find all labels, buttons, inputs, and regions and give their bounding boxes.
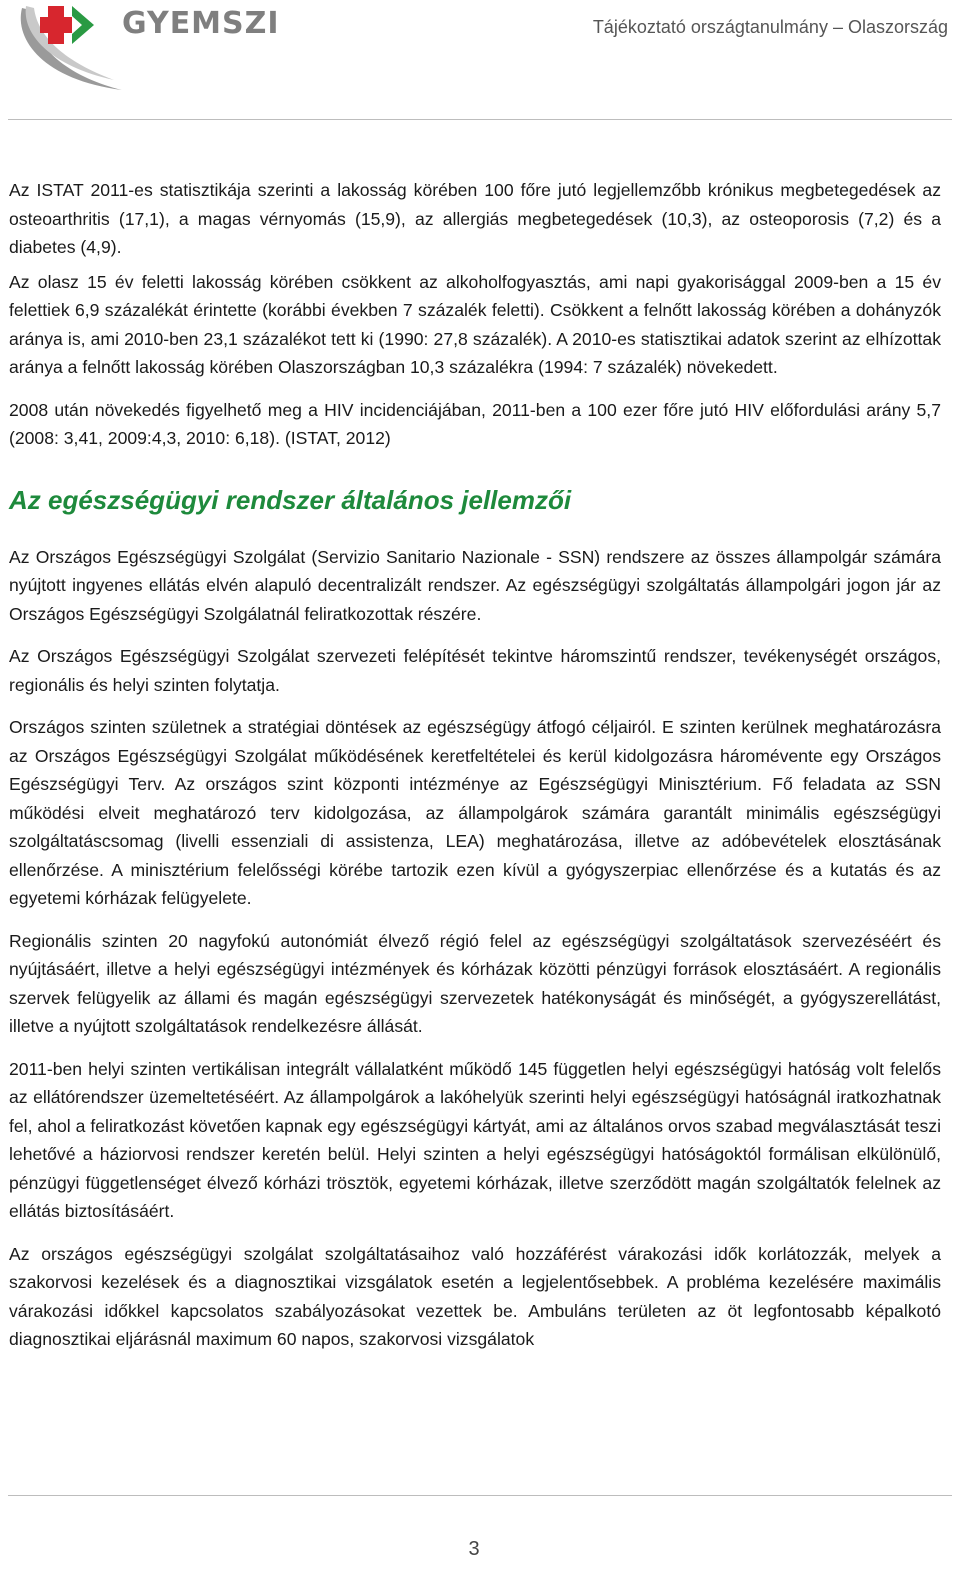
page-number: 3 bbox=[468, 1538, 480, 1560]
paragraph-three-levels: Az Országos Egészségügyi Szolgálat szervezeti felépítését tekintve háromszintű rendszer, tevékenységét országos, regionális és helyi szinten folytatja. bbox=[9, 646, 941, 695]
section-heading: Az egészségügyi rendszer általános jellemzői bbox=[9, 484, 572, 515]
page-header bbox=[0, 0, 960, 120]
paragraph-national-level: Országos szinten születnek a stratégiai döntések az egészségügy átfogó céljairól. E szinten kerülnek meghatározásra az Országos Egészségügyi Szolgálat működésének keretfeltételei és kerül kidolgozásra háromévente egy Országos Egészségügyi Terv. Az országos szint központi intézménye az Egészségügyi Minisztérium. Fő feladata az SSN működési elveit meghatározó terv kidolgozása, az állampolgárok számára garantált minimális egészségügyi szolgáltatáscsomag (livelli essenziali di assistenza, LEA) meghatározása, illetve az adóbevételek elosztásának ellenőrzése. A minisztérium felelősségi körébe tartozik ezen kívül a gyógyszerpiac ellenőrzése és a kutatás és az egyetemi kórházak felügyelete. bbox=[9, 717, 941, 908]
paragraph-alcohol-smoking: Az olasz 15 év feletti lakosság körében csökkent az alkoholfogyasztás, ami napi gyakorisággal 2009-ben a 15 év felettiek 6,9 százalékát érintette (korábbi években 7 százalék feletti). Csökkent a felnőtt lakosság körében a dohányzók aránya is, ami 2010-ben 23,1 százalékot tett ki (1990: 27,8 százalék). A 2010-es statisztikai adatok szerint az elhízottak aránya a felnőtt lakosság körében Olaszországban 10,3 százalékra (1994: 7 százalék) növekedett. bbox=[9, 271, 941, 377]
logo-wordmark: GYEMSZI bbox=[122, 6, 280, 41]
paragraph-regional-level: Regionális szinten 20 nagyfokú autonómiát élvező régió felel az egészségügyi szolgáltatások szervezéséért és nyújtásáért, illetve a helyi egészségügyi intézmények és kórházak közötti pénzügyi források elosztásáért. A regionális szervek felügyelik az állami és magán egészségügyi szervezetek hatékonyságát és minőségét, a gyógyszerellátást, illetve a nyújtott szolgáltatások rendelkezésre állását. bbox=[9, 930, 941, 1036]
header-divider bbox=[8, 119, 952, 120]
paragraph-chronic-diseases: Az ISTAT 2011-es statisztikája szerinti a lakosság körében 100 főre jutó legjellemzőbb krónikus megbetegedések az osteoarthritis (17,1), a magas vérnyomás (15,9), az allergiás megbetegedések (10,3), az osteoporosis (7,2) és a diabetes (4,9). bbox=[9, 180, 941, 257]
logo-emblem-icon bbox=[4, 0, 134, 96]
paragraph-ssn-overview: Az Országos Egészségügyi Szolgálat (Servizio Sanitario Nazionale - SSN) rendszere az összes állampolgár számára nyújtott ingyenes ellátás elvén alapuló decentralizált rendszer. Az egészségügyi szolgáltatás állampolgári jogon jár az Országos Egészségügyi Szolgálatnál feliratkozottak részére. bbox=[9, 546, 941, 624]
paragraph-hiv: 2008 után növekedés figyelhető meg a HIV incidenciájában, 2011-ben a 100 ezer főre jutó HIV előfordulási arány 5,7 (2008: 3,41, 2009:4,3, 2010: 6,18). (ISTAT, 2012) bbox=[9, 399, 941, 448]
gyemszi-logo bbox=[4, 0, 304, 96]
document-body bbox=[9, 176, 941, 1368]
footer-divider bbox=[8, 1495, 952, 1496]
paragraph-waiting-times: Az országos egészségügyi szolgálat szolgáltatásaihoz való hozzáférést várakozási idők korlátozzák, melyek a szakorvosi kezelések és a diagnosztikai vizsgálatok esetén a legjelentősebbek. A probléma kezelésére maximális várakozási időkkel kapcsolatos szabályozásokat vezettek be. Ambuláns területen az öt legfontosabb képalkotó diagnosztikai eljárásnál maximum 60 napos, szakorvosi vizsgálatok bbox=[9, 1243, 941, 1349]
document-title: Tájékoztató országtanulmány – Olaszország bbox=[592, 17, 948, 37]
paragraph-local-level: 2011-ben helyi szinten vertikálisan integrált vállalatként működő 145 független helyi egészségügyi hatóság volt felelős az ellátórendszer üzemeltetéséért. Az állampolgárok a lakóhelyük szerinti helyi egészségügyi hatóságnál iratkozhatnak fel, ahol a feliratkozást követően kapnak egy egészségügyi kártyát, ami az általános orvos szabad megválasztását teszi lehetővé a háziorvosi rendszer keretén belül. Helyi szinten a helyi egészségügyi hatóságoktól formálisan elkülönülő, pénzügyi függetlenséget élvező kórházi trösztök, egyetemi kórházak, illetve szerződött magán szolgáltatók felelnek az ellátás biztosításáért. bbox=[9, 1058, 941, 1221]
